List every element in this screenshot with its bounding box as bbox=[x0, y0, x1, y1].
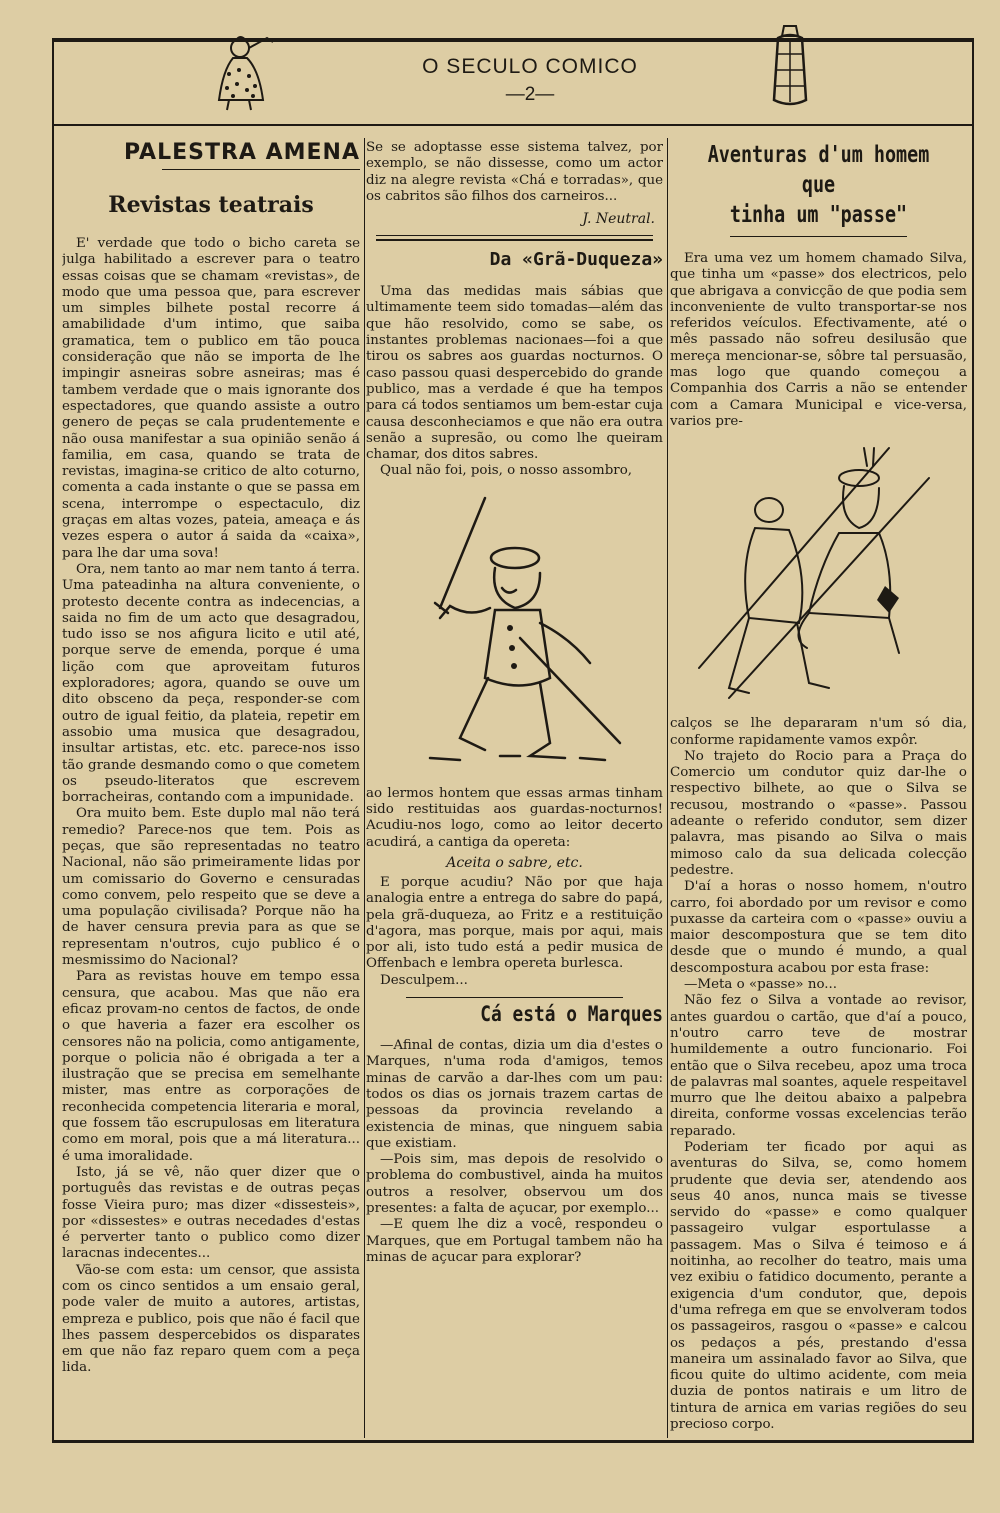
header-rule bbox=[52, 124, 974, 126]
paragraph: Poderiam ter ficado por aqui as aventuras do Silva, se, como homem prudente que devia ser, atendendo aos seus 40 anos, nunca mais se tivesse servido do «passe» e como qualquer passageiro vulgar esportulasse a passagem. Mas o Silva é teimoso e á noitinha, ao recolher do teatro, mais uma vez exibiu o fatidico documento, perante a exigencia d'um condutor, que, depois d'uma refrega em que se envolveram todos os passageiros, rasgou o «passe» e calcou os pedaços a pés, prestando d'essa maneira um assinalado favor ao Silva, que ficou quite do ultimo acidente, com meia duzia de pontos natirais e um litro de tintura de arnica em varias regiões do seu precioso corpo. bbox=[670, 1139, 967, 1433]
column-divider-1 bbox=[364, 138, 365, 1438]
page-number: —2— bbox=[505, 84, 555, 105]
paragraph: calços se lhe depararam n'um só dia, conforme rapidamente vamos expôr. bbox=[670, 716, 967, 748]
paragraph: Uma das medidas mais sábias que ultimamente teem sido tomadas—além das que hão resolvido, como se sabe, os instantes problemas nacionaes—foi a que tirou os sabres aos guardas nocturnos. O caso passou quasi despercebido do grande publico, mas a verdade é que ha tempos para cá todos sentiamos um bem-estar cuja causa desconheciamos e que não era outra senão a supresão, ou como lhe queiram chamar, dos ditos sabres. bbox=[366, 284, 663, 463]
article-title-revistas: Revistas teatrais bbox=[108, 192, 314, 218]
paragraph: Se se adoptasse esse sistema talvez, por exemplo, se não dissesse, como um actor diz na alegre revista «Chá e torradas», que os cabritos são filhos dos carneiros... bbox=[366, 140, 663, 204]
article-title-aventuras-line1: Aventuras d'um homem que bbox=[707, 142, 930, 198]
paragraph: —Afinal de contas, dizia um dia d'estes o Marques, n'uma roda d'amigos, temos minas de carvão a dar-lhes com um pau: todos os dias os jornais trazem cartas de pessoas da provincia revelando a existencia de minas, que ninguem sabia que existiam. bbox=[366, 1038, 663, 1151]
ornamental-rule bbox=[376, 235, 653, 241]
section-title-marques: Cá está o Marques bbox=[480, 1002, 663, 1027]
quote: Aceita o sabre, etc. bbox=[446, 854, 583, 871]
newspaper-title: O SECULO COMICO bbox=[422, 55, 638, 78]
title-rule bbox=[162, 169, 360, 170]
title-rule bbox=[730, 236, 907, 237]
paragraph: E' verdade que todo o bicho careta se julga habilitado a escrever para o teatro essas coisas que se chamam «revistas», de modo que uma pessoa que, para escrever um simples bilhete postal recorre á amabilidade d'um intimo, que saiba gramatica, tem o publico em tão pouca consideração que não se importa de lhe impingir asneiras sobre asneiras; mas é tambem verdade que o mais ignorante dos espectadores, que quando assiste a outro genero de peças se cala prudentemente e não ousa manifestar a sua opinião senão á familia, em casa, quando se trata de revistas, imagina-se critico de alto coturno, comenta a cada instante o que se passa em scena, interrompe o espectaculo, diz graças em altas vozes, pateia, ameaça e ás vezes espera o autor á saida da «caixa», para lhe dar uma sova! bbox=[62, 236, 360, 561]
bottle-illustration bbox=[760, 22, 820, 110]
column-divider-2 bbox=[667, 138, 668, 1438]
signature: J. Neutral. bbox=[582, 211, 655, 228]
column-3 bbox=[670, 140, 967, 1433]
tram-passengers-illustration bbox=[689, 438, 949, 708]
paragraph: —Pois sim, mas depois de resolvido o problema do combustivel, ainda ha muitos outros a resolver, observou um dos presentes: a falta de açucar, por exemplo... bbox=[366, 1152, 663, 1216]
paragraph: E porque acudiu? Não por que haja analogia entre a entrega do sabre do papá, pela grã-duqueza, ao Fritz e a restituição d'agora, mas porque, mais por aqui, mais por ali, isto tudo está a pedir musica de Offenbach e lembra opereta burlesca. bbox=[366, 874, 663, 972]
paragraph: Qual não foi, pois, o nosso assombro, bbox=[380, 463, 633, 479]
paragraph: Isto, já se vê, não quer dizer que o português das revistas e de outras peças fosse Vieira puro; mas dizer «dissesteis», por «dissestes» e outras necedades d'estas é perverter tanto o publico como dizer laracnas indecentes... bbox=[62, 1164, 360, 1262]
paragraph: Vão-se com esta: um censor, que assista com os cinco sentidos a um ensaio geral, pode valer de muito a autores, artistas, empreza e publico, pois que não é facil que lhes passem despercebidos os disparates em que não faz reparo quem com a peça lida. bbox=[62, 1262, 360, 1376]
paragraph: —E quem lhe diz a você, respondeu o Marques, que em Portugal tambem não ha minas de açucar para explorar? bbox=[366, 1217, 663, 1265]
night-guard-illustration bbox=[390, 488, 640, 778]
paragraph: Para as revistas houve em tempo essa censura, que acabou. Mas que não era eficaz provam-no centos de factos, de onde o que haveria a fazer era escolher os censores não na policia, como antigamente, porque o policia não é obrigada a ter a ilustração que se precisa em semelhante mister, mas entre as corporações de reconhecida competencia literaria e moral, que fossem tão escrupulosas em literatura como em moral, pois que a má literatura... é uma imoralidade. bbox=[62, 969, 360, 1164]
section-title-palestra: PALESTRA AMENA bbox=[123, 140, 360, 165]
paragraph: No trajeto do Rocio para a Praça do Comercio um condutor quiz dar-lhe o respectivo bilhete, ao que o Silva se recusou, mostrando o «passe». Passou adeante o referido condutor, sem dizer palavra, mas pisando ao Silva o mais mimoso calo da sua delicada colecção pedestre. bbox=[670, 748, 967, 878]
paragraph: D'aí a horas o nosso homem, n'outro carro, foi abordado por um revisor e como puxasse da carteira com o «passe» ouviu a maior descompostura que se tem dito desde que o mundo é mundo, a qual descompostura acabou por esta frase: bbox=[670, 879, 967, 976]
paragraph: Desculpem... bbox=[380, 972, 468, 988]
article-title-aventuras-line2: tinha um "passe" bbox=[729, 202, 908, 228]
section-rule bbox=[406, 997, 623, 998]
woman-illustration bbox=[205, 30, 295, 116]
paragraph: Ora muito bem. Este duplo mal não terá remedio? Parece-nos que tem. Pois as peças, que são representadas no teatro Nacional, não são primeiramente lidas por um comissario do Governo e censuradas como convem, pelo respeito que se deve a uma população civilisada? Porque não ha de haver censura previa para as que se representam n'outros, cujo publico é o mesmissimo do Nacional? bbox=[62, 806, 360, 969]
top-rule bbox=[52, 40, 972, 42]
paragraph: Era uma vez um homem chamado Silva, que tinha um «passe» dos electricos, pelo que abrigava a convicção de que podia sem inconveniente de vulto transportar-se nos referidos veículos. Efectivamente, até o mês passado não sofreu desilusão que mereça mencionar-se, sôbre tal persuasão, mas logo que quando começou a Companhia dos Carris a não se entender com a Camara Municipal e vice-versa, varios pre- bbox=[670, 251, 967, 429]
paragraph: Ora, nem tanto ao mar nem tanto á terra. Uma pateadinha na altura conveniente, o protesto decente contra as indecencias, a saida no fim de um acto que desagradou, tudo isso se nos afigura licito e util até, porque serve de emenda, porque é uma lição com que aproveitam futuros exploradores; agora, quando se ouve um dito obsceno da peça, responder-se com outro de igual feitio, da plateia, repetir em assobio uma musica que desagradou, insultar artistas, etc. etc. parece-nos isso tão grande desmando como o que cometem os pseudo-literatos que escrevem borracheiras, contando com a impunidade. bbox=[62, 561, 360, 806]
paragraph: ao lermos hontem que essas armas tinham sido restituidas aos guardas-nocturnos! Acudiu-nos logo, como ao leitor decerto acudirá, a cantiga da opereta: bbox=[366, 785, 663, 850]
paragraph: Não fez o Silva a vontade ao revisor, antes guardou o cartão, que d'aí a pouco, n'outro carro teve de mostrar humildemente a outro funcionario. Foi então que o Silva recebeu, apoz uma troca de palavras mal soantes, aquele respeitavel murro que lhe deitou abaixo a palpebra direita, conforme vossas excelencias terão reparado. bbox=[670, 993, 967, 1139]
section-title-gra-duqueza: Da «Grã-Duqueza» bbox=[489, 249, 663, 271]
column-2 bbox=[366, 140, 663, 1266]
column-1 bbox=[62, 140, 360, 1377]
bottom-rule bbox=[52, 1440, 974, 1443]
paragraph: —Meta o «passe» no... bbox=[684, 977, 838, 993]
